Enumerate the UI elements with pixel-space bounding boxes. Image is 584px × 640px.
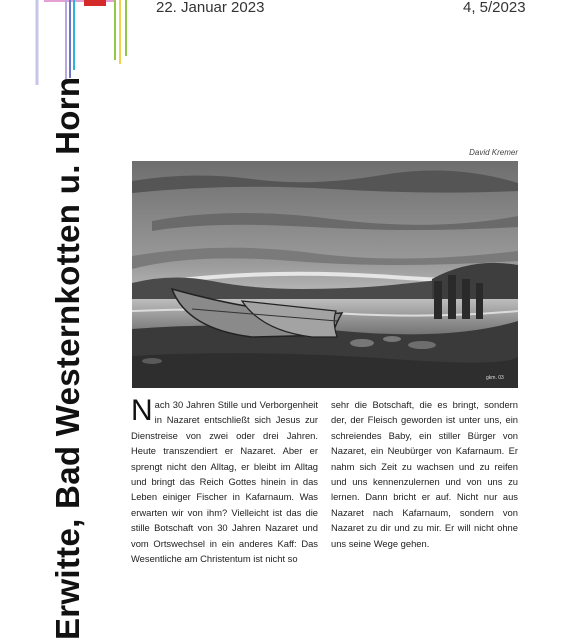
- issue-number: 4, 5/2023: [463, 0, 526, 16]
- illustration-signature: gkm. 03: [486, 375, 504, 381]
- issue-date: 22. Januar 2023: [156, 0, 265, 16]
- illustration-credit: David Kremer: [469, 148, 518, 157]
- drop-cap: N: [131, 394, 153, 427]
- side-title: Erwitte, Bad Westernkotten u. Horn: [49, 76, 86, 640]
- article-column-left: [131, 394, 318, 566]
- article-column-right: [331, 397, 518, 551]
- article-text-right: sehr die Botschaft, die es bringt, sondern der, der Fleisch geworden ist unter uns, ein schreiendes Baby, ein stiller Bürger von Nazaret, ein Neubürger von Kafarnaum. Er nahm sich Zeit zu wachsen und zu reifen und uns kennenzulernen und von uns zu lernen. Dann bricht er auf. Nicht nur aus Nazaret nach Kafarnaum, sondern von Nazaret zu dir und zu mir. Er will nicht ohne uns seine Wege gehen.: [331, 399, 518, 549]
- article-text-left: ach 30 Jahren Stille und Verborgenheit in Nazaret entschließt sich Jesus zur Dienstreise von zwei oder drei Jahren. Heute transzendiert er Nazaret. Aber er sprengt nicht den Alltag, er bleibt im Alltag und bringt das Reich Gottes hinein in das Leben einiger Fischer in Kafarnaum. Was erwarten wir von ihm? Vielleicht ist das die stille Botschaft von 30 Jahren Nazaret und vom Ortswechsel in ein anderes Kaff: Das Wesentliche am Christentum ist nicht so: [131, 399, 318, 565]
- illustration-boats-shore: [132, 161, 518, 388]
